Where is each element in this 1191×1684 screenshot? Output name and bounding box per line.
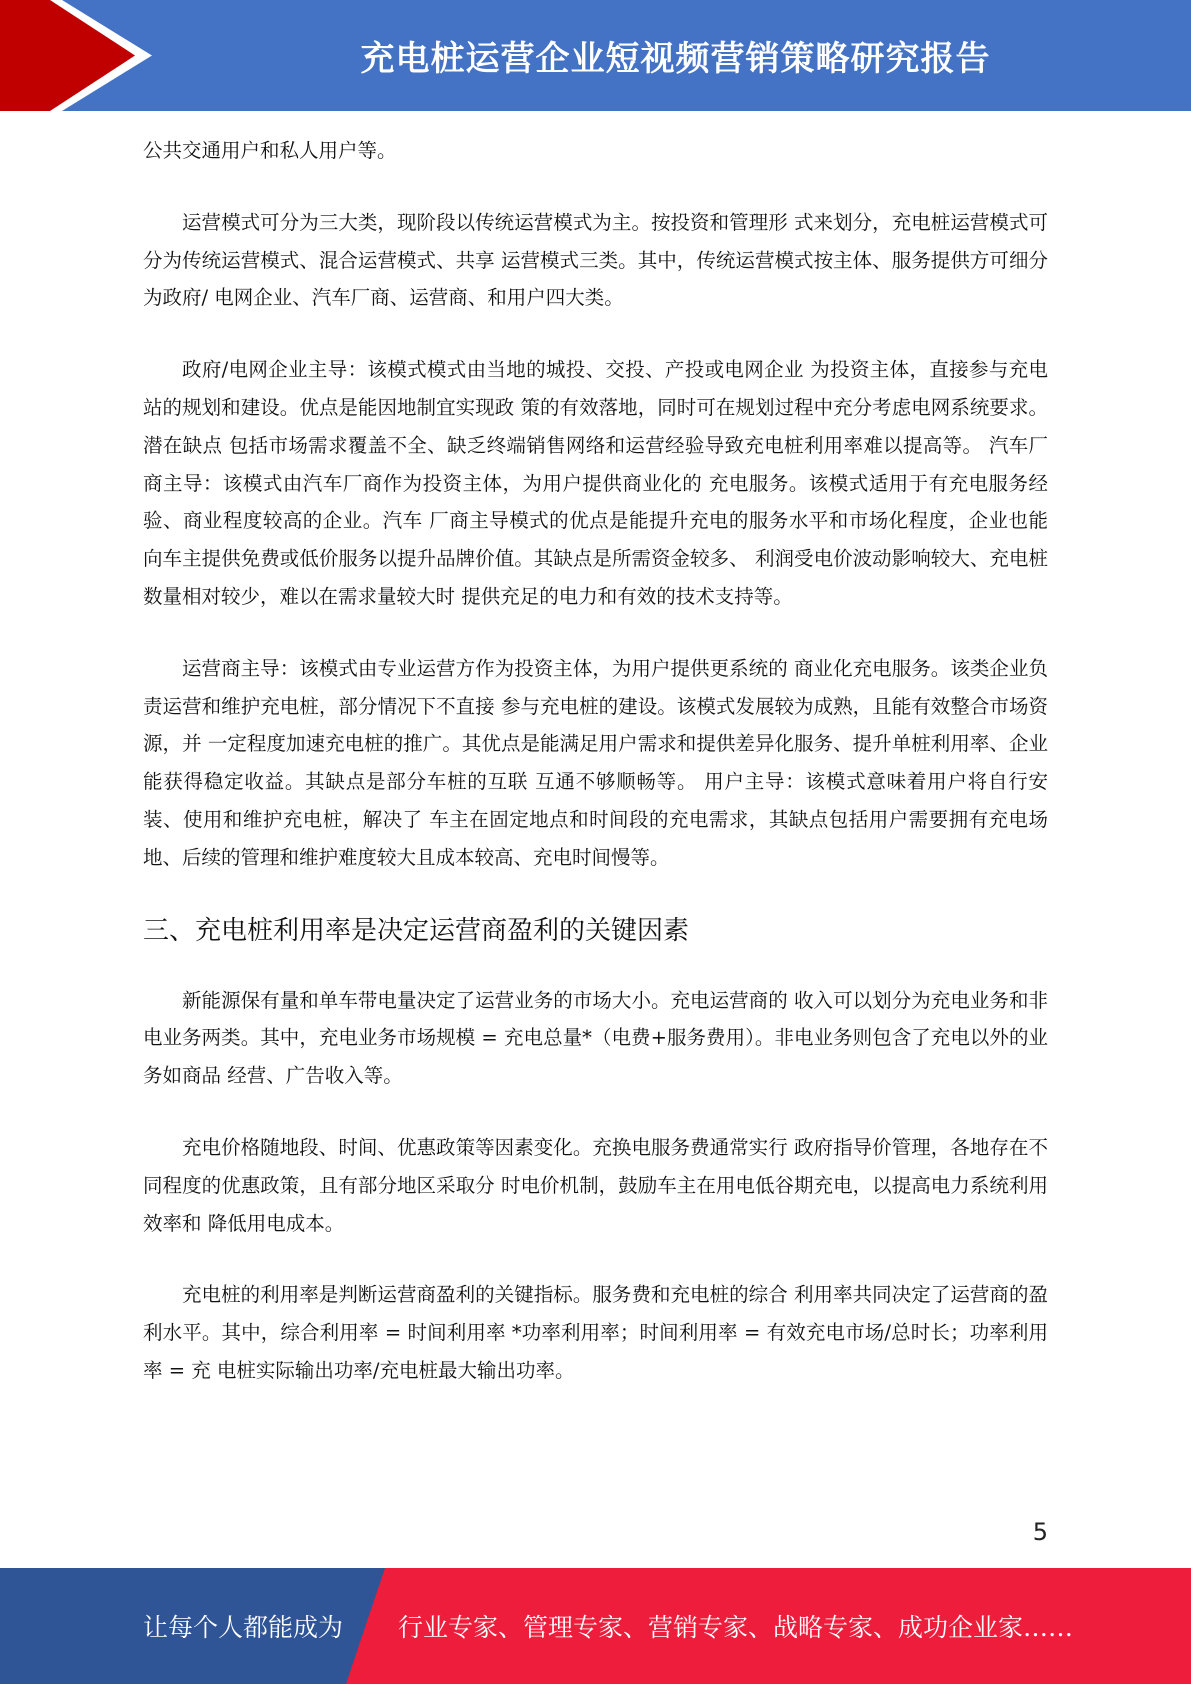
paragraph: 运营商主导：该模式由专业运营方作为投资主体，为用户提供更系统的 商业化充电服务。该类企业负责运营和维护充电桩，部分情况下不直接 参与充电桩的建设。该模式发展较为成熟，且能有效整合市场资源，并 一定程度加速充电桩的推广。其优点是能满足用户需求和提供差异化服务、提升单桩利用率、企业能获得稳定收益。其缺点是部分车桩的互联 互通不够顺畅等。 用户主导：该模式意味着用户将自行安装、使用和维护充电桩，解决了 车主在固定地点和时间段的充电需求，其缺点包括用户需要拥有充电场 地、后续的管理和维护难度较大且成本较高、充电时间慢等。 bbox=[143, 656, 1048, 869]
paragraph: 充电桩的利用率是判断运营商盈利的关键指标。服务费和充电桩的综合 利用率共同决定了运营商的盈利水平。其中，综合利用率 = 时间利用率 *功率利用率；时间利用率 = 有效充电市场/总时长；功率利用率 = 充 电桩实际输出功率/充电桩最大输出功率。 bbox=[143, 1283, 1048, 1382]
paragraph: 运营模式可分为三大类，现阶段以传统运营模式为主。按投资和管理形 式来划分，充电桩运营模式可分为传统运营模式、混合运营模式、共享 运营模式三类。其中，传统运营模式按主体、服务提供方可细分为政府/ 电网企业、汽车厂商、运营商、和用户四大类。 bbox=[143, 210, 1048, 310]
paragraph: 新能源保有量和单车带电量决定了运营业务的市场大小。充电运营商的 收入可以划分为充电业务和非电业务两类。其中，充电业务市场规模 = 充电总量*（电费+服务费用）。非电业务则包含了充电以外的业务如商品 经营、广告收入等。 bbox=[143, 988, 1048, 1088]
section-heading: 三、充电桩利用率是决定运营商盈利的关键因素 bbox=[143, 915, 690, 946]
page-header bbox=[0, 0, 1191, 111]
page-number: 5 bbox=[1032, 1518, 1048, 1546]
footer-slogan-right: 行业专家、管理专家、营销专家、战略专家、成功企业家…… bbox=[398, 1613, 1074, 1642]
page-body bbox=[143, 132, 1048, 1424]
footer-slogan-left: 让每个人都能成为 bbox=[143, 1613, 344, 1642]
paragraph: 政府/电网企业主导：该模式模式由当地的城投、交投、产投或电网企业 为投资主体，直接参与充电站的规划和建设。优点是能因地制宜实现政 策的有效落地，同时可在规划过程中充分考虑电网系统要求。潜在缺点 包括市场需求覆盖不全、缺乏终端销售网络和运营经验导致充电桩利用率难以提高等。 汽车厂商主导：该模式由汽车厂商作为投资主体，为用户提供商业化的 充电服务。该模式适用于有充电服务经验、商业程度较高的企业。汽车 厂商主导模式的优点是能提升充电的服务水平和市场化程度，企业也能 向车主提供免费或低价服务以提升品牌价值。其缺点是所需资金较多、 利润受电价波动影响较大、充电桩数量相对较少，难以在需求量较大时 提供充足的电力和有效的技术支持等。 bbox=[143, 358, 1048, 608]
page-footer bbox=[0, 1568, 1191, 1684]
paragraph: 公共交通用户和私人用户等。 bbox=[143, 139, 397, 162]
paragraph: 充电价格随地段、时间、优惠政策等因素变化。充换电服务费通常实行 政府指导价管理，各地存在不同程度的优惠政策，且有部分地区采取分 时电价机制，鼓励车主在用电低谷期充电，以提高电力系统利用效率和 降低用电成本。 bbox=[143, 1135, 1048, 1235]
report-title: 充电桩运营企业短视频营销策略研究报告 bbox=[360, 39, 991, 79]
